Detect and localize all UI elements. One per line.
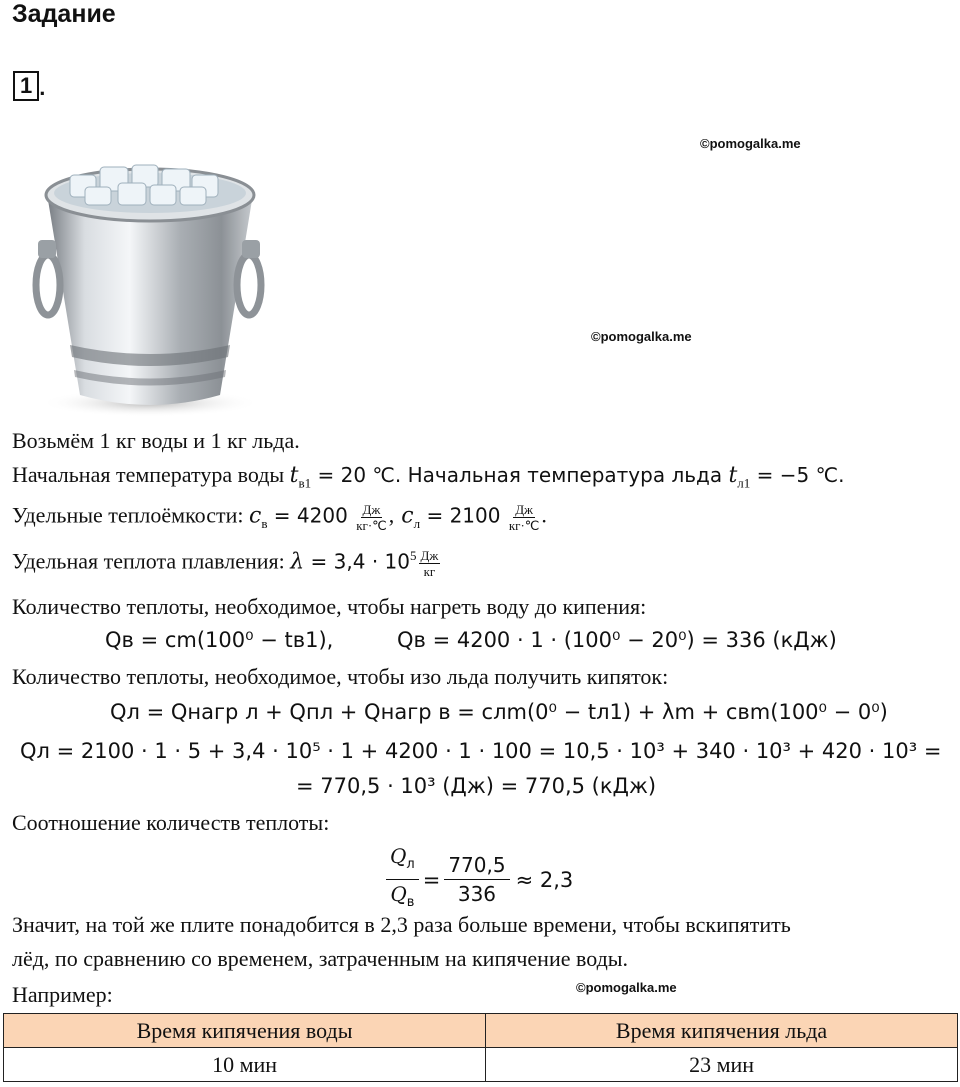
text-line: Соотношение количеств теплоты: [12, 810, 330, 835]
formula: = 770,5 · 10³ (Дж) = 770,5 (кДж) [296, 774, 657, 798]
table-header-cell: Время кипячения воды [4, 1014, 486, 1048]
text-line: Возьмём 1 кг воды и 1 кг льда. [12, 428, 300, 453]
table-header-cell: Время кипячения льда [486, 1014, 958, 1048]
watermark: ©pomogalka.me [700, 136, 801, 151]
text-line: Количество теплоты, необходимое, чтобы нагреть воду до кипения: [12, 594, 647, 619]
page-title: Задание [12, 0, 116, 28]
text-line: Удельная теплота плавления: $\lambda = 3,4 \cdot 10^5$ $\frac{Дж}{кг}$ [12, 548, 439, 579]
ratio-formula: $Q_л$ $Q_в$ = $\frac{770,5}{336}$ ≈ 2,3 [386, 842, 573, 917]
ice-bucket-image [30, 145, 270, 420]
text-line: Удельные теплоёмкости: $c_в = 4200$ $\frac{Дж}{кг\cdot℃}$ , $c_л = 2100$ $\frac{Дж}{кг\cdot℃}$ . [12, 502, 547, 533]
formula: Qл = Qнагр л + Qпл + Qнагр в = cлm(0⁰ − tл1) + λm + cвm(100⁰ − 0⁰) [110, 700, 888, 724]
table-header-row [4, 1014, 958, 1048]
watermark: ©pomogalka.me [576, 980, 677, 995]
task-number-box: 1 [13, 71, 39, 101]
boiling-time-table [3, 1013, 958, 1082]
formula: Qл = 2100 · 1 · 5 + 3,4 · 10⁵ · 1 + 4200 · 1 · 100 = 10,5 · 10³ + 340 · 10³ + 420 · 10³ = [20, 739, 942, 763]
table-cell: 23 мин [486, 1048, 958, 1082]
table-row [4, 1048, 958, 1082]
formula: Qв = 4200 · 1 · (100⁰ − 20⁰) = 336 (кДж) [397, 628, 837, 652]
text-line: Например: [12, 982, 113, 1007]
table-cell: 10 мин [4, 1048, 486, 1082]
unit-fraction: $\frac{Дж}{кг\cdot℃}$ [356, 502, 387, 533]
text-line: лёд, по сравнению со временем, затраченным на кипячение воды. [12, 946, 629, 971]
formula: Qв = cm(100⁰ − tв1), [105, 628, 334, 652]
text-line: Значит, на той же плите понадобится в 2,3 раза больше времени, чтобы вскипятить [12, 912, 791, 937]
watermark: ©pomogalka.me [591, 329, 692, 344]
task-number: 1 . [13, 71, 45, 101]
unit-fraction: $\frac{Дж}{кг}$ [420, 548, 439, 579]
text-line: Начальная температура воды $t_{в1} = 20$ ℃. Начальная температура льда $t_{л1} = -5$ ℃. [12, 462, 845, 491]
unit-fraction: $\frac{Дж}{кг\cdot℃}$ [508, 502, 540, 533]
text-line: Количество теплоты, необходимое, чтобы изо льда получить кипяток: [12, 664, 669, 689]
